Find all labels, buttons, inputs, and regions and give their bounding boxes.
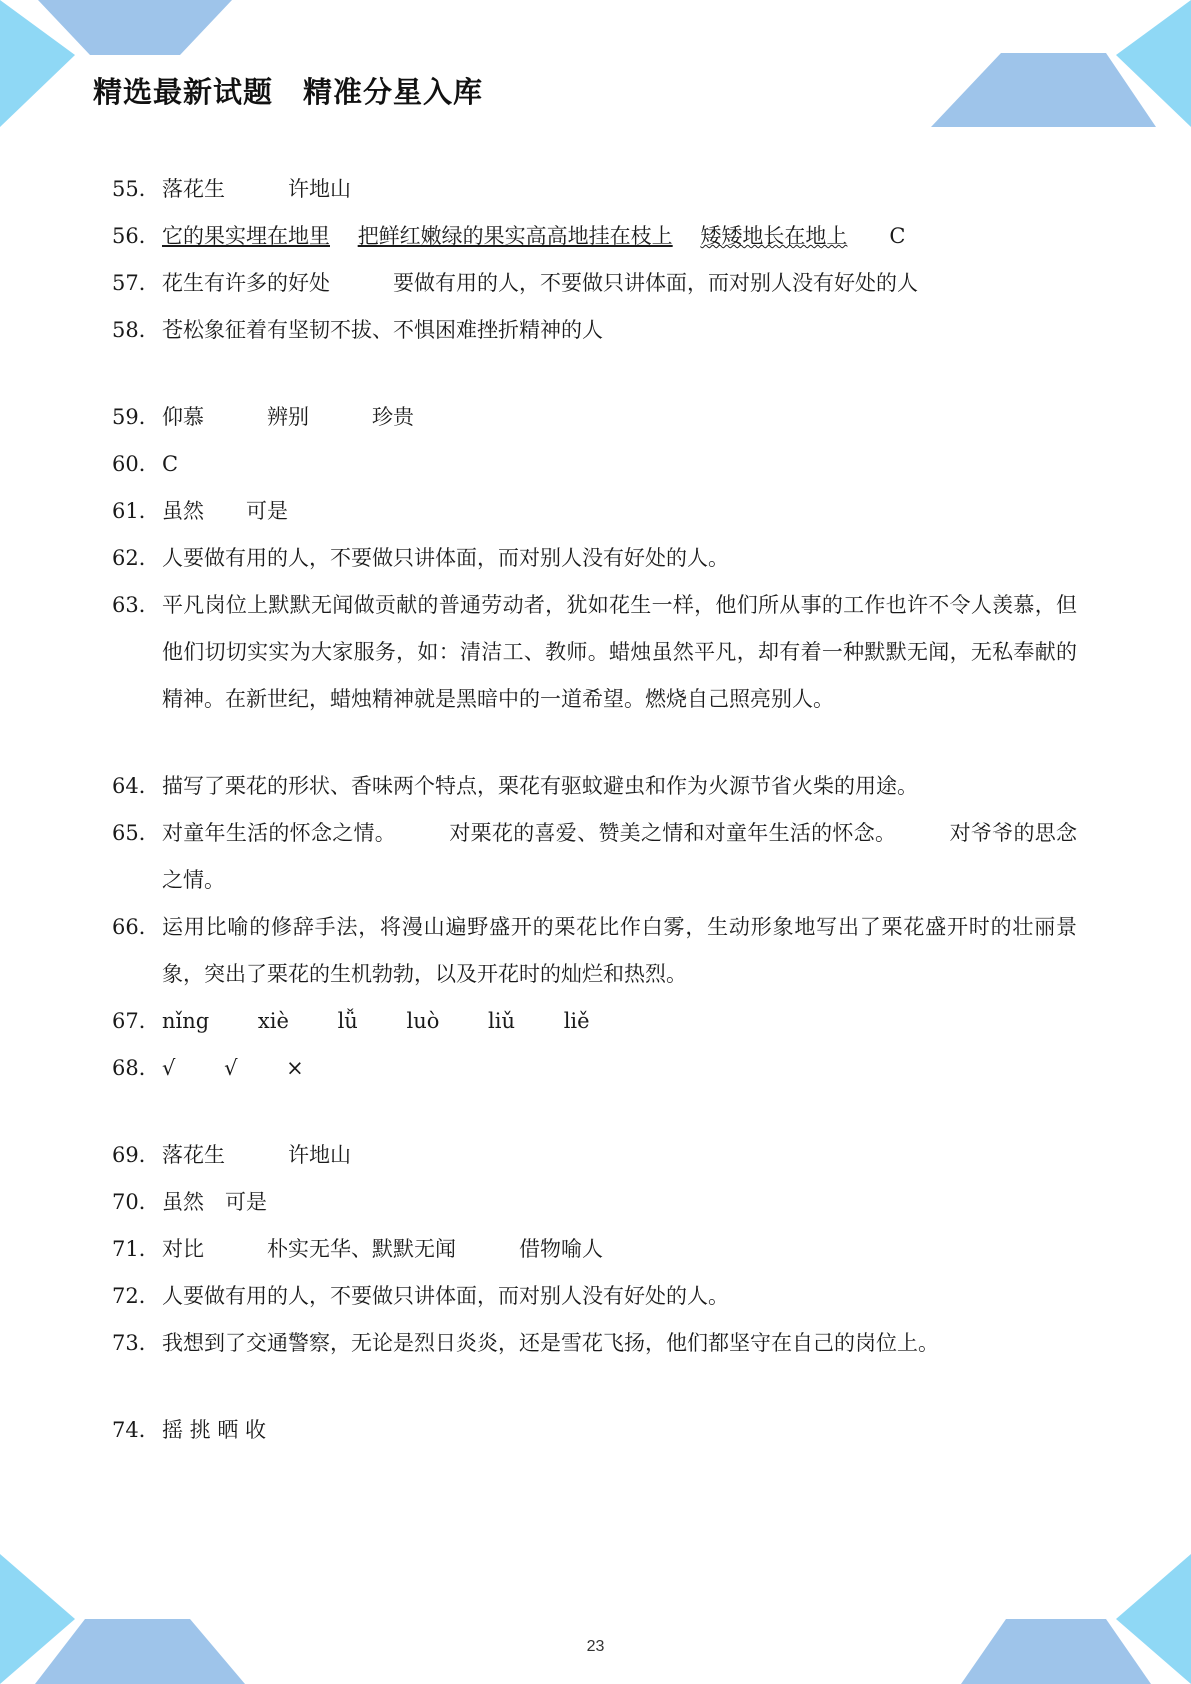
answer-text [162,1273,1077,1320]
answer-segment: 花生有许多的好处 [162,271,330,295]
answer-item [112,260,1077,307]
answer-segment: 仰慕 [162,405,204,429]
answer-number: 69． [112,1143,160,1167]
answer-segment: 许地山 [225,177,351,201]
answer-segment: 对比 [162,1237,204,1261]
answer-segment: 落花生 [162,177,225,201]
answer-text [162,307,1077,354]
answer-number: 64． [112,774,160,798]
answer-text [162,394,1077,441]
bottom-left-decoration [0,1554,260,1684]
answer-segment: √ [175,1056,238,1080]
answer-segment: C [162,452,179,476]
answer-number: 73． [112,1331,160,1355]
answer-segment: nǐng [162,1009,210,1033]
answer-number: 55． [112,177,160,201]
answer-item [112,1407,1077,1454]
answer-segment: lǚ [288,1009,358,1033]
answer-number: 62． [112,546,160,570]
answer-text [162,763,1077,810]
answer-segment: 运用比喻的修辞手法，将漫山遍野盛开的栗花比作白雾，生动形象地写出了栗花盛开时的壮丽景象，突出了栗花的生机勃勃，以及开花时的灿烂和热烈。 [162,915,1077,986]
answer-item [112,1226,1077,1273]
section-gap [112,1367,1077,1407]
answer-item [112,582,1077,723]
answer-text [162,1045,1077,1092]
answer-segment: 辨别 [204,405,309,429]
answer-number: 56． [112,224,160,248]
answer-item [112,307,1077,354]
answer-segment: 虽然 [162,499,204,523]
answer-item [112,904,1077,998]
answer-text [162,582,1077,723]
page-number: 23 [586,1638,605,1655]
answer-segment: × [237,1056,304,1080]
answer-segment: 借物喻人 [456,1237,603,1261]
answer-segment: liǔ [439,1009,516,1033]
answer-text [162,1226,1077,1273]
answer-segment: C [847,224,906,248]
answer-segment: 人要做有用的人，不要做只讲体面，而对别人没有好处的人。 [162,546,729,570]
answer-segment: 可是 [204,1190,267,1214]
header-title: 精选最新试题 精准分星入库 [93,75,484,109]
answer-segment: 摇 [162,1418,183,1442]
answer-item [112,213,1077,260]
answer-segment: 晒 [210,1418,239,1442]
answer-segment: 对童年生活的怀念之情。 对栗花的喜爱、赞美之情和对童年生活的怀念。 对爷爷的思念之情。 [162,821,1077,892]
answer-segment: 描写了栗花的形状、香味两个特点，栗花有驱蚊避虫和作为火源节省火柴的用途。 [162,774,918,798]
answer-segment: 苍松象征着有坚韧不拔、不惧困难挫折精神的人 [162,318,603,342]
answer-text [162,488,1077,535]
answer-item [112,441,1077,488]
answer-number: 66． [112,915,160,939]
underlined-answer: 它的果实埋在地里 [162,224,330,248]
answer-number: 59． [112,405,160,429]
answer-segment: 人要做有用的人，不要做只讲体面，而对别人没有好处的人。 [162,1284,729,1308]
underlined-answer: 矮矮地长在地上 [700,224,848,248]
answer-segment: 平凡岗位上默默无闻做贡献的普通劳动者，犹如花生一样，他们所从事的工作也许不令人羡慕，但他们切切实实为大家服务，如：清洁工、教师。蜡烛虽然平凡，却有着一种默默无闻，无私奉献的精神。在新世纪，蜡烛精神就是黑暗中的一道希望。燃烧自己照亮别人。 [162,593,1077,711]
answer-segment [673,224,701,248]
answer-text [162,213,1077,260]
answer-text [162,998,1077,1045]
answer-number: 68． [112,1056,160,1080]
answer-segment: 收 [238,1418,267,1442]
answer-number: 61． [112,499,160,523]
answer-text [162,166,1077,213]
answer-item [112,1179,1077,1226]
answer-text [162,1320,1077,1367]
answer-segment: 挑 [183,1418,211,1442]
answer-segment: 可是 [204,499,288,523]
answer-text [162,535,1077,582]
answer-number: 67． [112,1009,160,1033]
answer-item [112,1132,1077,1179]
answer-text [162,1132,1077,1179]
answer-segment [330,224,358,248]
answer-segment: luò [357,1009,440,1033]
answer-segment: 虽然 [162,1190,204,1214]
answer-item [112,394,1077,441]
answer-segment: 落花生 [162,1143,225,1167]
answer-number: 60． [112,452,160,476]
answer-segment: 要做有用的人，不要做只讲体面，而对别人没有好处的人 [330,271,918,295]
bottom-right-decoration [931,1554,1191,1684]
answer-text [162,1407,1077,1454]
answer-item [112,488,1077,535]
answer-number: 65． [112,821,160,845]
answer-segment: 许地山 [225,1143,351,1167]
answer-number: 58． [112,318,160,342]
section-gap [112,723,1077,763]
answer-item [112,535,1077,582]
answer-number: 63． [112,593,160,617]
answer-item [112,1045,1077,1092]
answer-text [162,260,1077,307]
answer-item [112,763,1077,810]
answer-item [112,810,1077,904]
answer-item [112,998,1077,1045]
section-gap [112,1092,1077,1132]
answer-segment: 我想到了交通警察，无论是烈日炎炎，还是雪花飞扬，他们都坚守在自己的岗位上。 [162,1331,939,1355]
answer-segment: 珍贵 [309,405,414,429]
top-right-decoration [931,0,1191,130]
answer-text [162,1179,1077,1226]
underlined-answer: 把鲜红嫩绿的果实高高地挂在枝上 [357,224,673,248]
answer-segment: xiè [209,1009,289,1033]
answer-item [112,166,1077,213]
section-gap [112,354,1077,394]
answer-item [112,1273,1077,1320]
answer-segment: 朴实无华、默默无闻 [204,1237,456,1261]
answer-number: 57． [112,271,160,295]
answer-list [112,166,1077,1454]
answer-segment: √ [162,1056,176,1080]
answer-text [162,904,1077,998]
answer-number: 71． [112,1237,160,1261]
answer-text [162,810,1077,904]
answer-segment: liě [515,1009,590,1033]
answer-number: 74． [112,1418,160,1442]
answer-number: 72． [112,1284,160,1308]
answer-number: 70． [112,1190,160,1214]
answer-text [162,441,1077,488]
answer-item [112,1320,1077,1367]
